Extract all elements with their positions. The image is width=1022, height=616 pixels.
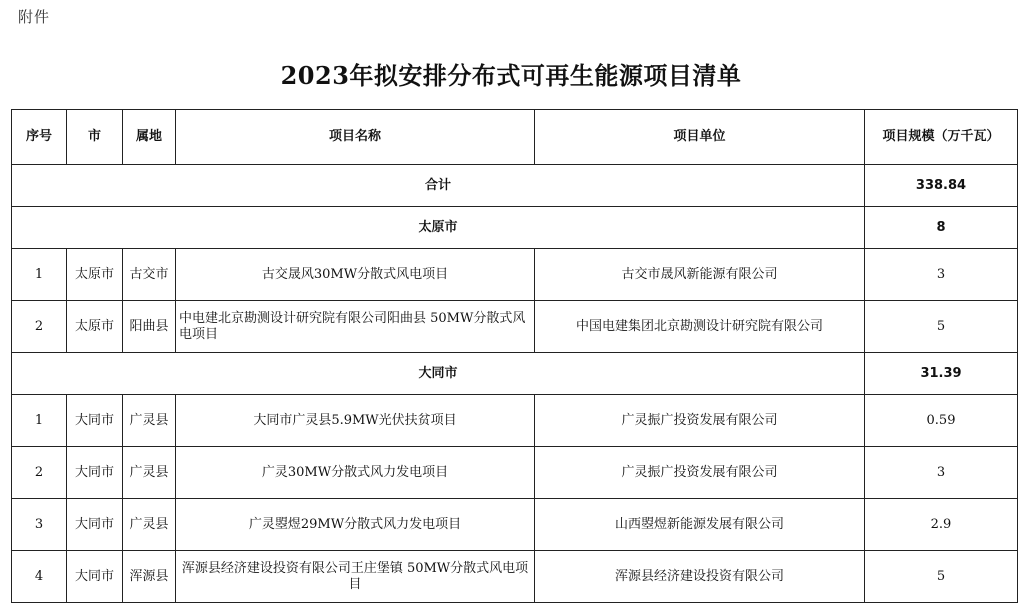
group-subtotal: 31.39	[865, 353, 1018, 395]
total-label: 合计	[12, 165, 865, 207]
cell-scale: 2.9	[865, 499, 1018, 551]
table-row	[12, 249, 1018, 301]
cell-company: 古交市晟风新能源有限公司	[535, 249, 865, 301]
cell-project-name: 广灵30MW分散式风力发电项目	[176, 447, 535, 499]
cell-county: 广灵县	[123, 395, 176, 447]
cell-index: 2	[12, 301, 67, 353]
cell-project-name: 古交晟风30MW分散式风电项目	[176, 249, 535, 301]
col-header-company: 项目单位	[535, 110, 865, 165]
cell-project-name: 中电建北京勘测设计研究院有限公司阳曲县 50MW分散式风电项目	[176, 301, 535, 353]
group-row	[12, 353, 1018, 395]
total-row	[12, 165, 1018, 207]
table-header-row	[12, 110, 1018, 165]
cell-company: 浑源县经济建设投资有限公司	[535, 551, 865, 603]
cell-project-name: 广灵曌煜29MW分散式风力发电项目	[176, 499, 535, 551]
cell-company: 山西曌煜新能源发展有限公司	[535, 499, 865, 551]
cell-county: 古交市	[123, 249, 176, 301]
cell-scale: 5	[865, 551, 1018, 603]
attachment-label: 附件	[18, 8, 51, 26]
cell-scale: 5	[865, 301, 1018, 353]
cell-index: 1	[12, 249, 67, 301]
cell-scale: 3	[865, 447, 1018, 499]
group-row	[12, 207, 1018, 249]
table-row	[12, 447, 1018, 499]
table-row	[12, 301, 1018, 353]
cell-city: 大同市	[67, 395, 123, 447]
col-header-project-name: 项目名称	[176, 110, 535, 165]
cell-company: 广灵振广投资发展有限公司	[535, 395, 865, 447]
cell-city: 太原市	[67, 249, 123, 301]
project-table	[11, 109, 1018, 603]
cell-company: 中国电建集团北京勘测设计研究院有限公司	[535, 301, 865, 353]
cell-city: 大同市	[67, 447, 123, 499]
cell-county: 浑源县	[123, 551, 176, 603]
cell-county: 阳曲县	[123, 301, 176, 353]
cell-city: 大同市	[67, 499, 123, 551]
cell-index: 4	[12, 551, 67, 603]
cell-index: 2	[12, 447, 67, 499]
cell-project-name: 大同市广灵县5.9MW光伏扶贫项目	[176, 395, 535, 447]
col-header-scale: 项目规模（万千瓦）	[865, 110, 1018, 165]
col-header-city: 市	[67, 110, 123, 165]
cell-scale: 3	[865, 249, 1018, 301]
col-header-index: 序号	[12, 110, 67, 165]
group-subtotal: 8	[865, 207, 1018, 249]
table-row	[12, 395, 1018, 447]
table-row	[12, 551, 1018, 603]
cell-index: 1	[12, 395, 67, 447]
page-title: 2023年拟安排分布式可再生能源项目清单	[280, 61, 742, 90]
cell-project-name: 浑源县经济建设投资有限公司王庄堡镇 50MW分散式风电项目	[176, 551, 535, 603]
cell-city: 大同市	[67, 551, 123, 603]
total-value: 338.84	[865, 165, 1018, 207]
cell-scale: 0.59	[865, 395, 1018, 447]
cell-county: 广灵县	[123, 499, 176, 551]
cell-county: 广灵县	[123, 447, 176, 499]
col-header-county: 属地	[123, 110, 176, 165]
table-row	[12, 499, 1018, 551]
cell-company: 广灵振广投资发展有限公司	[535, 447, 865, 499]
cell-index: 3	[12, 499, 67, 551]
group-name: 太原市	[12, 207, 865, 249]
cell-city: 太原市	[67, 301, 123, 353]
group-name: 大同市	[12, 353, 865, 395]
